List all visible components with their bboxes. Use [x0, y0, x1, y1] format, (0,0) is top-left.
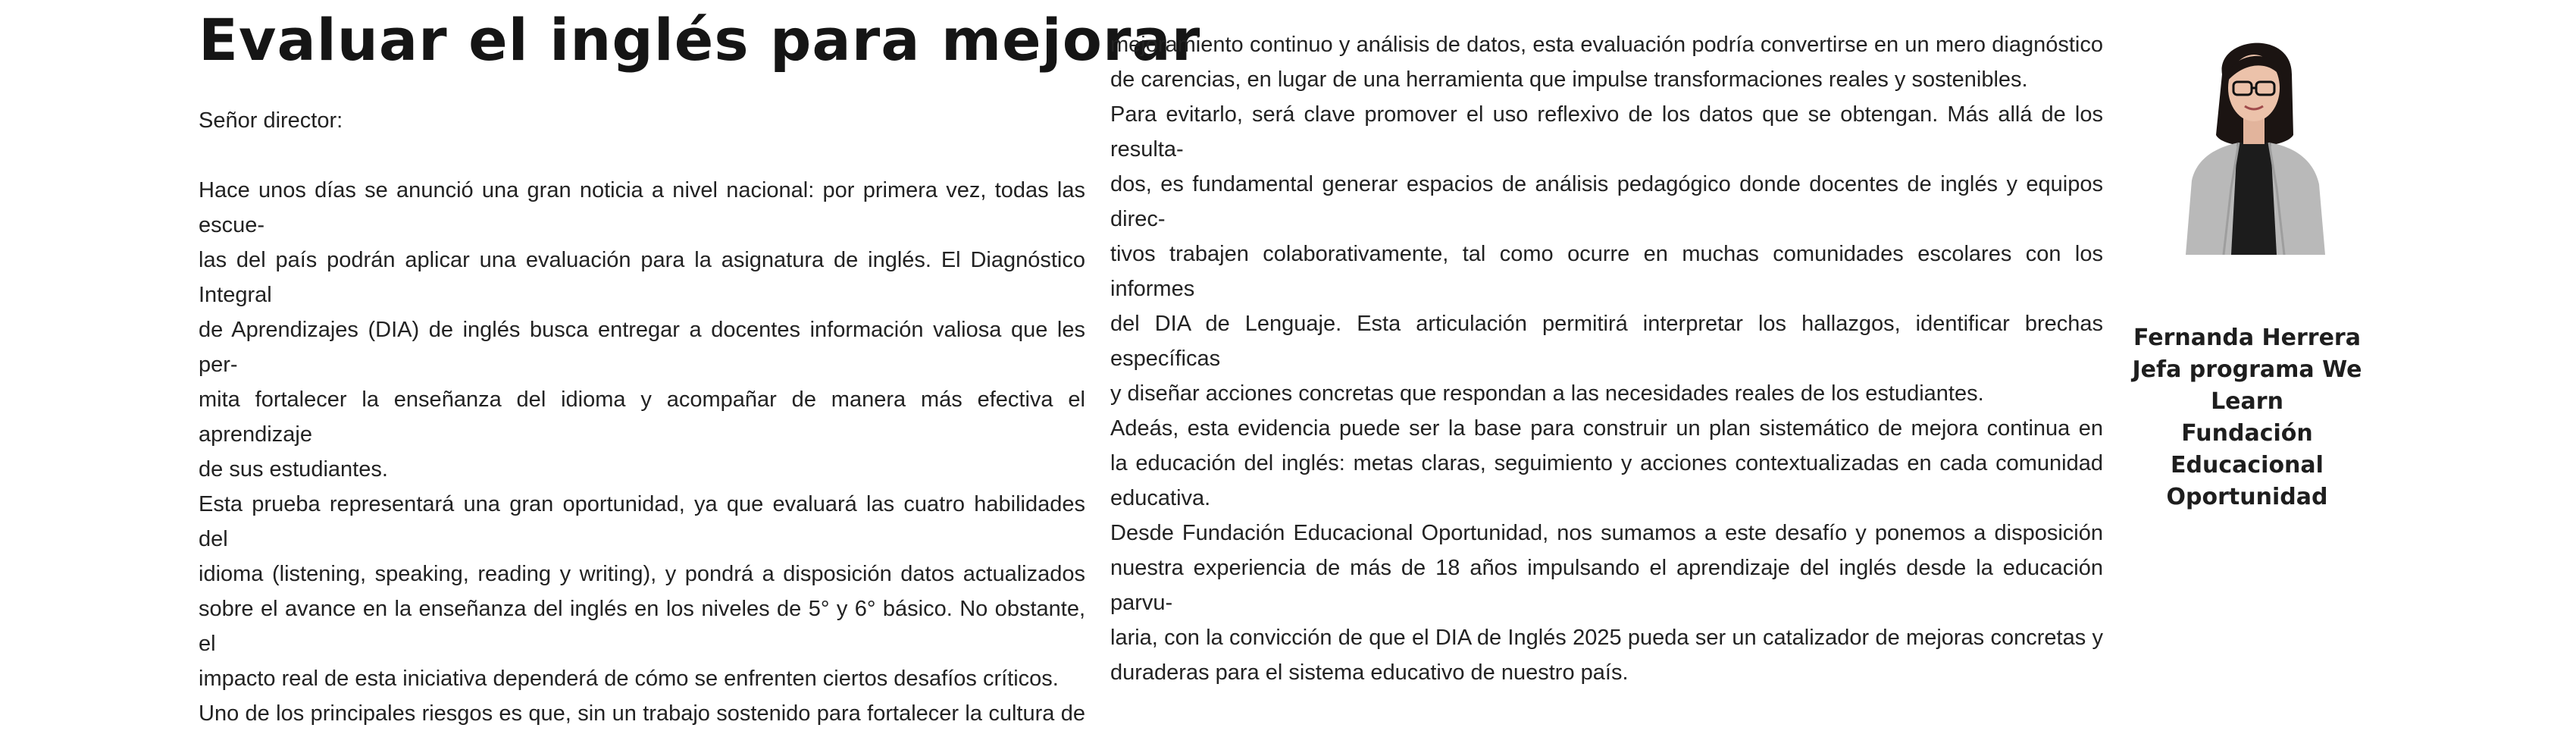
body-line: Hace unos días se anunció una gran noticia a nivel nacional: por primera vez, todas las escue-	[199, 178, 1085, 237]
article-column-2	[1110, 27, 2103, 690]
body-line: educativa.	[1110, 486, 1211, 510]
body-line: impacto real de esta iniciativa dependerá de cómo se enfrenten ciertos desafíos críticos.	[199, 667, 1059, 691]
body-line: Para evitarlo, será clave promover el uso reflexivo de los datos que se obtengan. Más allá de los resulta-	[1110, 102, 2103, 162]
paragraph-gap	[199, 138, 1085, 173]
body-line: del DIA de Lenguaje. Esta articulación permitirá interpretar los hallazgos, identificar brechas específicas	[1110, 312, 2103, 371]
body-line: de sus estudiantes.	[199, 457, 388, 482]
body-line: laria, con la convicción de que el DIA de Inglés 2025 pueda ser un catalizador de mejoras concretas y	[1110, 626, 2103, 650]
body-line: duraderas para el sistema educativo de nuestro país.	[1110, 660, 1629, 685]
author-role-line: Learn	[2211, 388, 2283, 415]
body-line: y diseñar acciones concretas que respondan a las necesidades reales de los estudiantes.	[1110, 381, 1984, 406]
body-line: Uno de los principales riesgos es que, sin un trabajo sostenido para fortalecer la cultura de	[199, 701, 1085, 726]
salutation: Señor director:	[199, 108, 343, 133]
body-line: mejoramiento continuo y análisis de datos, esta evaluación podría convertirse en un mero diagnóstico	[1110, 33, 2103, 57]
body-line: Esta prueba representará una gran oportunidad, ya que evaluará las cuatro habilidades del	[199, 492, 1085, 551]
author-role-line: Jefa programa We	[2132, 356, 2362, 383]
author-role-line: Educacional	[2171, 452, 2324, 478]
article-title: Evaluar el inglés para mejorar	[199, 6, 1201, 74]
body-line: mita fortalecer la enseñanza del idioma y acompañar de manera más efectiva el aprendizaje	[199, 387, 1085, 447]
body-line: la educación del inglés: metas claras, seguimiento y acciones contextualizadas en cada comunidad	[1110, 451, 2103, 475]
body-line: nuestra experiencia de más de 18 años impulsando el aprendizaje del inglés desde la educación parvu-	[1110, 556, 2103, 615]
body-line: de Aprendizajes (DIA) de inglés busca entregar a docentes información valiosa que les per-	[199, 318, 1085, 377]
body-line: Desde Fundación Educacional Oportunidad, nos sumamos a este desafío y ponemos a disposición	[1110, 521, 2103, 545]
body-line: de carencias, en lugar de una herramienta que impulse transformaciones reales y sostenibles.	[1110, 67, 2028, 92]
author-name: Fernanda Herrera	[2133, 325, 2361, 351]
body-line: tivos trabajen colaborativamente, tal como ocurre en muchas comunidades escolares con los informes	[1110, 242, 2103, 301]
body-line: sobre el avance en la enseñanza del inglés en los niveles de 5° y 6° básico. No obstante, el	[199, 597, 1085, 656]
body-line: idioma (listening, speaking, reading y writing), y pondrá a disposición datos actualizados	[199, 562, 1085, 586]
author-role-line: Fundación	[2181, 420, 2313, 447]
author-role-line: Oportunidad	[2166, 484, 2328, 510]
body-line: Adeás, esta evidencia puede ser la base para construir un plan sistemático de mejora continua en	[1110, 416, 2103, 441]
body-line: dos, es fundamental generar espacios de análisis pedagógico donde docentes de inglés y equipos direc-	[1110, 172, 2103, 231]
body-line: las del país podrán aplicar una evaluación para la asignatura de inglés. El Diagnóstico Integral	[199, 248, 1085, 307]
author-photo	[2178, 21, 2330, 255]
article-column-1	[199, 103, 1085, 731]
author-signature	[2103, 322, 2391, 513]
author-portrait-illustration	[2178, 21, 2330, 255]
